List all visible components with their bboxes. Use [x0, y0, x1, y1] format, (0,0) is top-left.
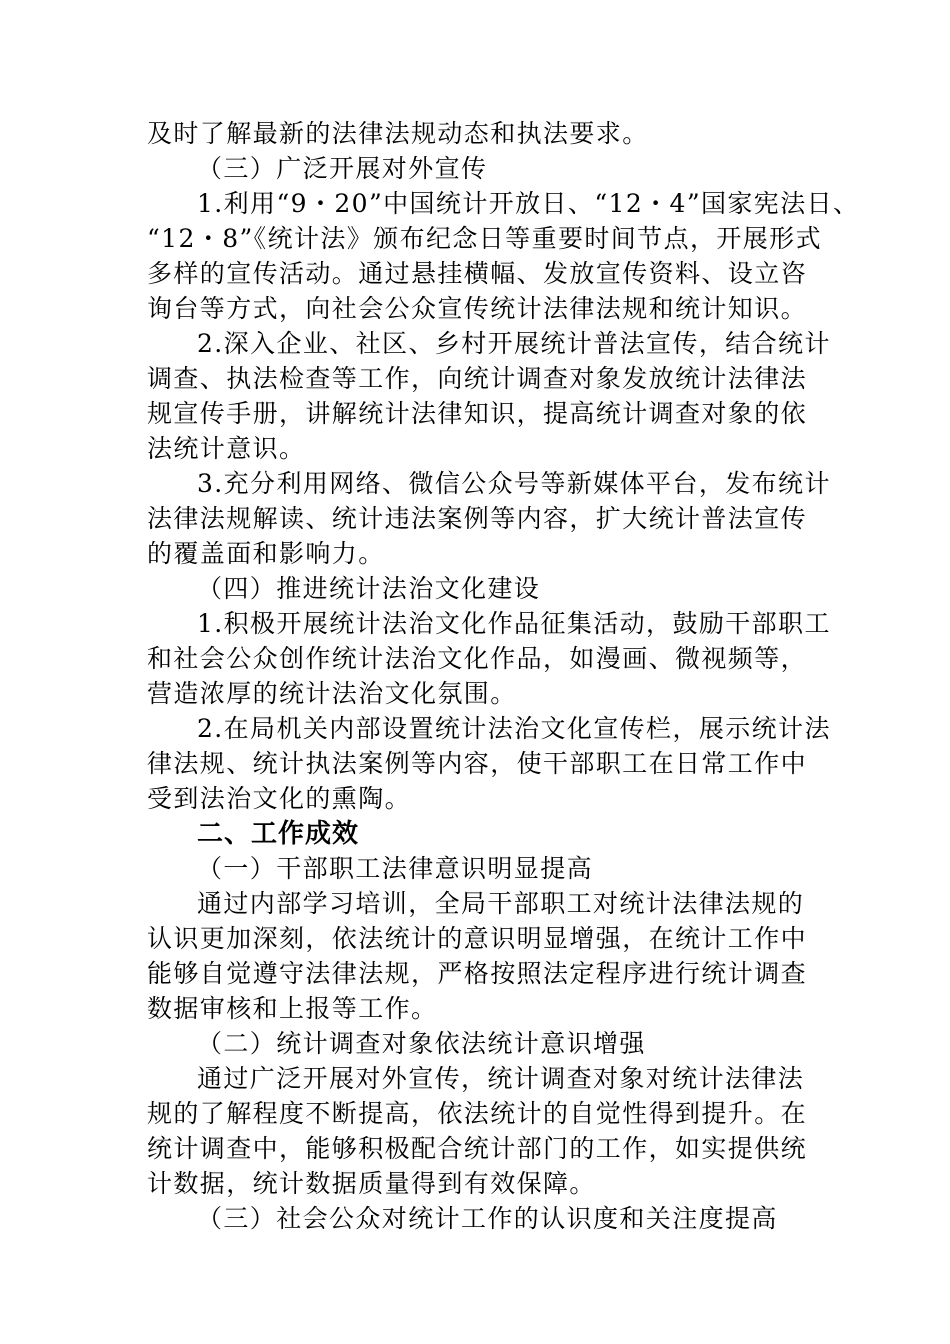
paragraph-line: 1.利用“9・20”中国统计开放日、“12・4”国家宪法日、	[197, 189, 860, 218]
paragraph-line: 统计调查中，能够积极配合统计部门的工作，如实提供统	[147, 1134, 808, 1163]
paragraph-line: 调查、执法检查等工作，向统计调查对象发放统计法律法	[147, 364, 808, 393]
paragraph-line: 数据审核和上报等工作。	[147, 994, 438, 1023]
paragraph-line: 和社会公众创作统计法治文化作品，如漫画、微视频等，	[147, 644, 808, 673]
paragraph-line: 2.在局机关内部设置统计法治文化宣传栏，展示统计法	[197, 714, 831, 743]
paragraph-line: 法统计意识。	[147, 434, 306, 463]
paragraph-line: 及时了解最新的法律法规动态和执法要求。	[147, 119, 649, 148]
subsection-heading: （三）广泛开展对外宣传	[197, 154, 488, 183]
subsection-heading: （三）社会公众对统计工作的认识度和关注度提高	[197, 1204, 778, 1233]
subsection-heading: （一）干部职工法律意识明显提高	[197, 854, 594, 883]
paragraph-line: 规的了解程度不断提高，依法统计的自觉性得到提升。在	[147, 1099, 808, 1128]
section-heading: 二、工作成效	[197, 819, 360, 849]
paragraph-line: 多样的宣传活动。通过悬挂横幅、发放宣传资料、设立咨	[147, 259, 808, 288]
paragraph-line: 3.充分利用网络、微信公众号等新媒体平台，发布统计	[197, 469, 831, 498]
paragraph-line: 律法规、统计执法案例等内容，使干部职工在日常工作中	[147, 749, 808, 778]
paragraph-line: 能够自觉遵守法律法规，严格按照法定程序进行统计调查	[147, 959, 808, 988]
paragraph-line: 2.深入企业、社区、乡村开展统计普法宣传，结合统计	[197, 329, 831, 358]
paragraph-line: 法律法规解读、统计违法案例等内容，扩大统计普法宣传	[147, 504, 808, 533]
paragraph-line: 通过内部学习培训，全局干部职工对统计法律法规的	[197, 889, 805, 918]
paragraph-line: 1.积极开展统计法治文化作品征集活动，鼓励干部职工	[197, 609, 831, 638]
paragraph-line: 受到法治文化的熏陶。	[147, 784, 412, 813]
paragraph-line: “12・8”《统计法》颁布纪念日等重要时间节点，开展形式	[147, 224, 822, 253]
paragraph-line: 通过广泛开展对外宣传，统计调查对象对统计法律法	[197, 1064, 805, 1093]
paragraph-line: 询台等方式，向社会公众宣传统计法律法规和统计知识。	[147, 294, 808, 323]
paragraph-line: 认识更加深刻，依法统计的意识明显增强，在统计工作中	[147, 924, 808, 953]
paragraph-line: 营造浓厚的统计法治文化氛围。	[147, 679, 517, 708]
subsection-heading: （二）统计调查对象依法统计意识增强	[197, 1029, 646, 1058]
paragraph-line: 的覆盖面和影响力。	[147, 539, 385, 568]
paragraph-line: 规宣传手册，讲解统计法律知识，提高统计调查对象的依	[147, 399, 808, 428]
paragraph-line: 计数据，统计数据质量得到有效保障。	[147, 1169, 596, 1198]
subsection-heading: （四）推进统计法治文化建设	[197, 574, 541, 603]
